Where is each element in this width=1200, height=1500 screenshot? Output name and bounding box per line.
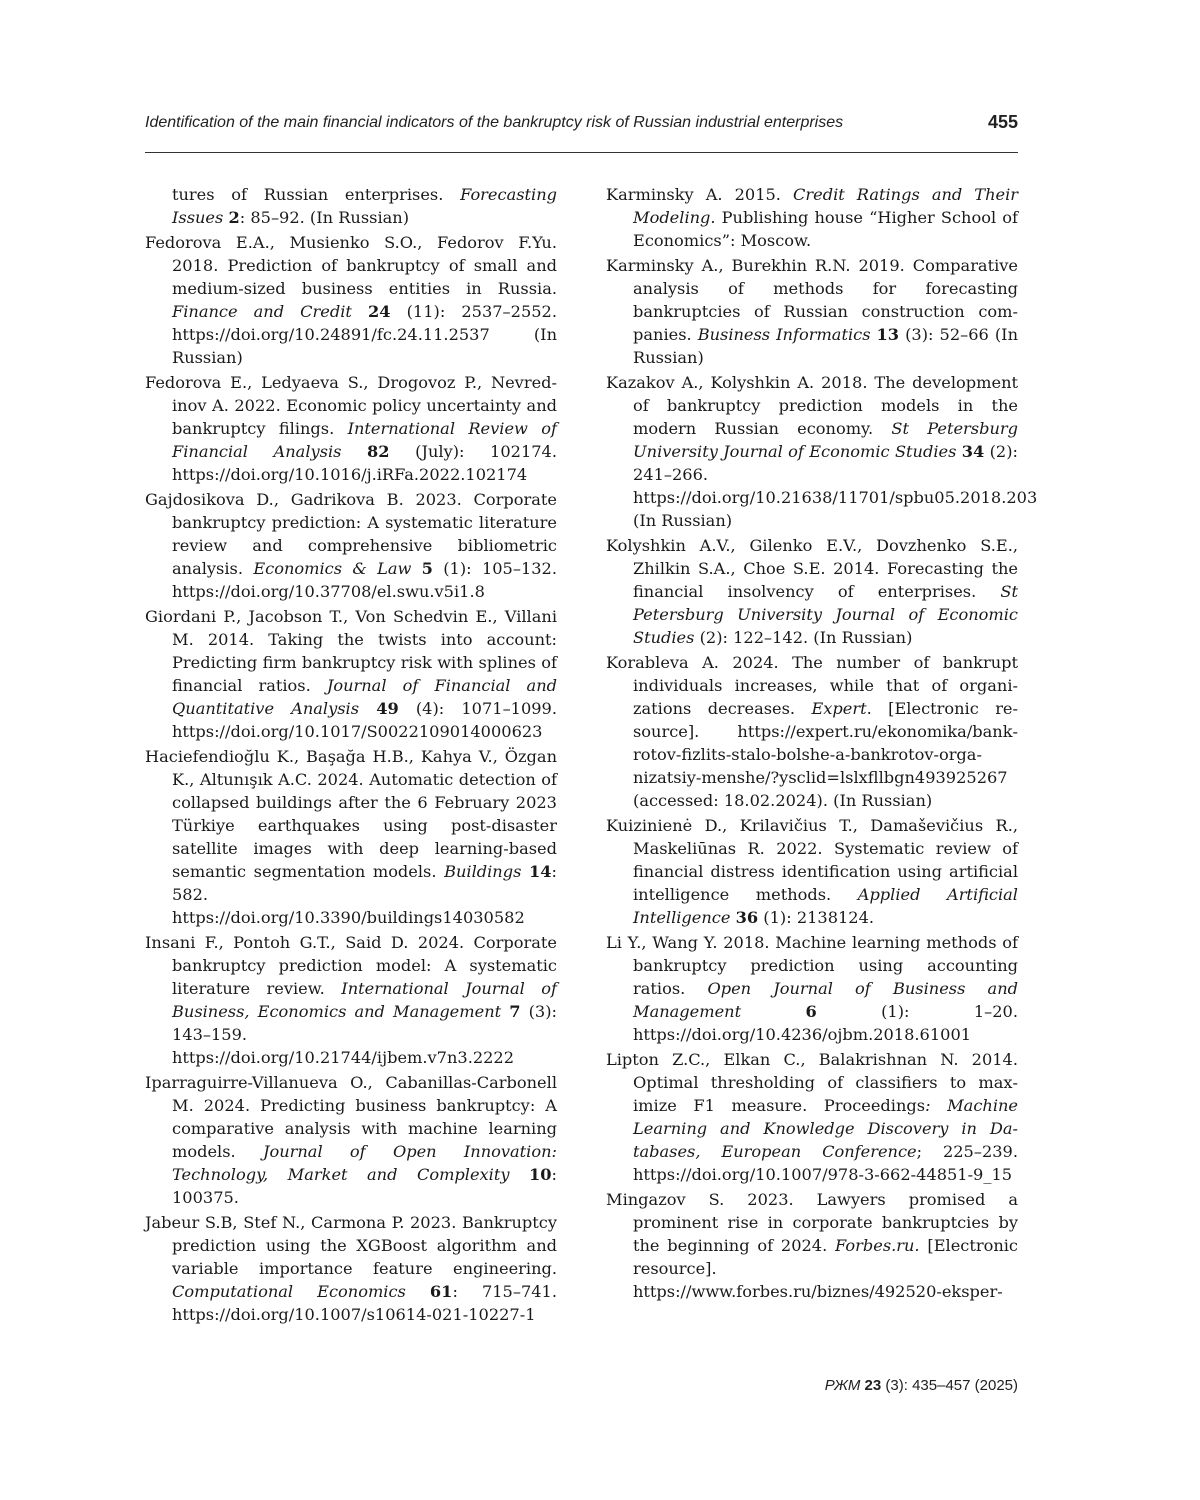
reference-text: Credit Ratings and Their Modeling (633, 185, 1019, 227)
references-right-column (606, 183, 1038, 1305)
reference-text: Jabeur S.B, Stef N., Carmona P. 2023. Bankruptcy prediction using the XGBoost algorithm and variable importance feature engineering. (145, 1213, 557, 1278)
reference-text: (4): 1071–1099. https://doi.org/10.1017/S0022109014000623 (172, 699, 558, 741)
reference-text: St Petersburg University Journal of Economic Studies (633, 582, 1018, 647)
reference-text: Expert (811, 699, 867, 718)
reference-entry (606, 183, 1018, 252)
reference-text: : Machine Learning and Knowledge Discovery in Databases, European Conference (633, 1096, 1019, 1161)
reference-text: 2 (228, 208, 240, 227)
reference-text: (3): 143–159. https://doi.org/10.21744/ijbem.v7n3.2222 (172, 1002, 558, 1067)
reference-text: 6 (805, 1002, 817, 1021)
reference-text: (11): 2537–2552. https://doi.org/10.24891/fc.24.11.2537 (In Russian) (172, 302, 557, 367)
reference-text: Journal of Open Innovation: Technology, Market and Complexity (172, 1142, 557, 1184)
reference-text: Lipton Z.C., Elkan C., Balakrishnan N. 2014. Optimal thresholding of classifiers to maximize F1 measure. Proceedings (606, 1050, 1018, 1115)
reference-text: 36 (735, 908, 759, 927)
reference-text: Forbes.ru. (835, 1236, 920, 1255)
reference-text: Kazakov A., Kolyshkin A. 2018. The development of bankruptcy prediction models in the modern Russian economy. (606, 373, 1018, 438)
reference-text: 10 (529, 1165, 552, 1184)
reference-entry (606, 931, 1018, 1046)
reference-text: tures of Russian enterprises. (172, 185, 461, 204)
journal-abbrev: РЖМ (824, 1377, 861, 1394)
journal-issue-pages-year: (3): 435–457 (2025) (885, 1377, 1018, 1394)
reference-entry (606, 534, 1018, 649)
reference-text: Applied Artificial Intelligence (633, 885, 1018, 927)
reference-entry (145, 488, 557, 603)
reference-entry (145, 1211, 557, 1326)
reference-text: : 715–741. https://doi.org/10.1007/s10614-021-10227-1 (172, 1282, 557, 1324)
reference-text: (1): 2138124. (758, 908, 875, 927)
reference-entry (145, 231, 557, 369)
reference-entry (145, 1071, 557, 1209)
reference-entry (145, 605, 557, 743)
reference-text (741, 1002, 805, 1021)
reference-entry (606, 814, 1018, 929)
reference-text: 7 (509, 1002, 521, 1021)
reference-entry (145, 371, 557, 486)
reference-text (510, 1165, 529, 1184)
reference-text: Buildings (444, 862, 522, 881)
reference-entry (145, 931, 557, 1069)
reference-text: : 582. https://doi.org/10.3390/buildings14030582 (172, 862, 557, 927)
reference-text: (2): 122–142. (In Russian) (694, 628, 913, 647)
reference-text: Forecasting Issues (172, 185, 557, 227)
reference-text: Mingazov S. 2023. Lawyers promised a prominent rise in corporate bankruptcies by the beginning of 2024. (606, 1190, 1018, 1255)
reference-text: 5 (421, 559, 433, 578)
reference-entry (606, 1048, 1018, 1186)
reference-text: Kolyshkin A.V., Gilenko E.V., Dovzhenko S.E., Zhilkin S.A., Choe S.E. 2014. Forecasting the financial insolvency of enterprises. (606, 536, 1018, 601)
reference-text: (July): 102174. https://doi.org/10.1016/j.iRFa.2022.102174 (172, 442, 557, 484)
running-title: Identification of the main financial indicators of the bankruptcy risk of Russian industrial enterprises (145, 114, 844, 131)
reference-text: Computational Economics (172, 1282, 406, 1301)
journal-footer (825, 1377, 1018, 1394)
reference-text: (1): 105–132. https://doi.org/10.37708/el.swu.v5i1.8 (172, 559, 557, 601)
reference-text: 24 (367, 302, 391, 321)
reference-entry (606, 1188, 1018, 1303)
reference-text: 14 (529, 862, 552, 881)
reference-text (521, 862, 529, 881)
reference-text: Insani F., Pontoh G.T., Said D. 2024. Corporate bankruptcy prediction model: A systematic literature review. (145, 933, 557, 998)
reference-text: International Journal of Business, Economics and Management (172, 979, 557, 1021)
reference-text: Open Journal of Business and Management (633, 979, 1018, 1021)
journal-volume: 23 (864, 1377, 882, 1394)
reference-text (341, 442, 367, 461)
reference-text: Finance and Credit (172, 302, 352, 321)
reference-text: Korableva A. 2024. The number of bankrupt individuals increases, while that of organizations decreases. (606, 653, 1018, 718)
reference-text: Giordani P., Jacobson T., Von Schedvin E., Villani M. 2014. Taking the twists into account: Predicting firm bankruptcy risk with splines of financial ratios. (145, 607, 557, 695)
reference-text: Economics & Law (253, 559, 412, 578)
reference-entry (606, 254, 1018, 369)
reference-text (406, 1282, 430, 1301)
reference-text: Karminsky A., Burekhin R.N. 2019. Comparative analysis of methods for forecasting bankruptcies of Russian construction companies. (606, 256, 1018, 344)
reference-text: : 85–92. (In Russian) (239, 208, 410, 227)
reference-entry (606, 651, 1018, 812)
reference-text: 61 (429, 1282, 453, 1301)
reference-text: Fedorova E., Ledyaeva S., Drogovoz P., Nevredinov A. 2022. Economic policy uncertainty and bankruptcy filings. (145, 373, 557, 438)
references-left-column (145, 183, 557, 1328)
reference-text (359, 699, 376, 718)
reference-text: Gajdosikova D., Gadrikova B. 2023. Corporate bankruptcy prediction: A systematic literature review and comprehensive bibliometric analysis. (145, 490, 557, 578)
reference-text: 82 (367, 442, 390, 461)
reference-text: . Publishing house “Higher School of Economics”: Moscow. (633, 208, 1018, 250)
reference-text: ; 225–239. https://doi.org/10.1007/978-3-662-44851-9_15 (633, 1142, 1018, 1184)
reference-text: Li Y., Wang Y. 2018. Machine learning methods of bankruptcy prediction using accounting ratios. (606, 933, 1018, 998)
reference-entry (145, 745, 557, 929)
reference-text: International Review of Financial Analysis (172, 419, 557, 461)
reference-text: 13 (876, 325, 900, 344)
reference-text: (2): 241–266. https://doi.org/10.21638/11701/spbu05.2018.203 (In Russian) (633, 442, 1038, 530)
reference-text: (1): 1–20. https://doi.org/10.4236/ojbm.2018.61001 (633, 1002, 1018, 1044)
reference-text: Karminsky A. 2015. (606, 185, 793, 204)
reference-text: (3): 52–66 (In Russian) (633, 325, 1018, 367)
reference-entry (145, 183, 557, 229)
reference-text: 49 (376, 699, 399, 718)
reference-text: Fedorova E.A., Musienko S.O., Fedorov F.Yu. 2018. Prediction of bankruptcy of small and medium-sized business entities in Russia. (145, 233, 557, 298)
reference-text: [Electronic resource]. https://www.forbes.ru/biznes/492520-eksper- (633, 1236, 1018, 1301)
reference-text: Journal of Financial and Quantitative Analysis (172, 676, 557, 718)
reference-text (411, 559, 421, 578)
reference-text: St Petersburg University Journal of Economic Studies (633, 419, 1018, 461)
reference-text (352, 302, 368, 321)
header-rule (145, 152, 1018, 153)
reference-text: : 100375. (172, 1165, 557, 1207)
reference-text: Business Informatics (697, 325, 871, 344)
reference-text: Kuizinienė D., Krilavičius T., Damaševičius R., Maskeliūnas R. 2022. Systematic review of financial distress identification using artificial intelligence methods. (606, 816, 1018, 904)
reference-entry (606, 371, 1038, 532)
reference-text: Iparraguirre-Villanueva O., Cabanillas-Carbonell M. 2024. Predicting business bankruptcy: A comparative analysis with machine learning models. (145, 1073, 557, 1161)
reference-text: . [Electronic resource]. https://expert.ru/ekonomika/bankrotov-fizlits-stalo-bolshe-a-bankrotov-organizatsiy-menshe/?ysclid=lslxfllbgn493925267 (accessed: 18.02.2024). (In Russian) (633, 699, 1018, 810)
running-header (145, 112, 1018, 140)
page-number: 455 (987, 112, 1018, 132)
reference-text: Haciefendioğlu K., Başağa H.B., Kahya V., Özgan K., Altunışık A.C. 2024. Automatic detection of collapsed buildings after the 6 February 2023 Türkiye earthquakes using post-disaster satellite images with deep learning-based semantic segmentation models. (145, 747, 557, 881)
reference-text: 34 (961, 442, 985, 461)
